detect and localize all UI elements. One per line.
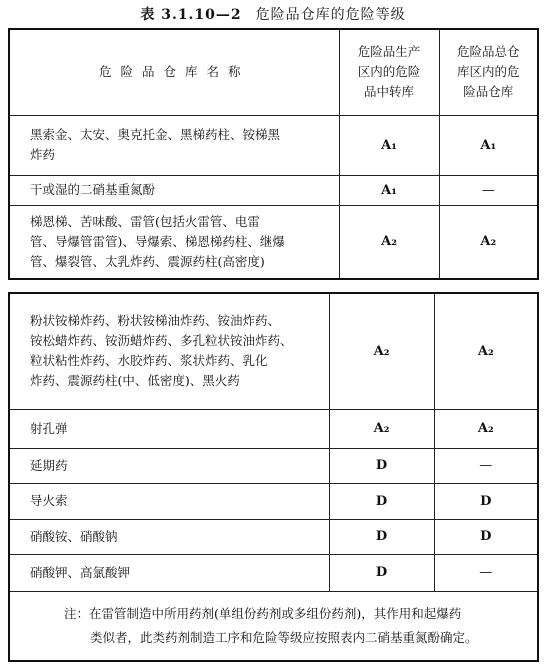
- danger-level-table-part1: [8, 28, 539, 280]
- row-level-production: D: [329, 519, 434, 554]
- row-name: 黑索金、太安、奥克托金、黑梯药柱、铵梯黑 炸药: [9, 115, 339, 175]
- row-level-production: A₂: [329, 293, 434, 409]
- row-level-production: A₁: [339, 175, 439, 205]
- row-name: 粉状铵梯炸药、粉状铵梯油炸药、铵油炸药、 铵松蜡炸药、铵沥蜡炸药、多孔粒状铵油炸药、 粒状粘性炸药、水胶炸药、浆状炸药、乳化 炸药、震源药柱(中、低密度)、黑火药: [9, 293, 329, 409]
- row-level-production: A₂: [329, 409, 434, 448]
- row-name: 硝酸钾、高氯酸钾: [9, 554, 329, 591]
- row-name: 硝酸铵、硝酸钠: [9, 519, 329, 554]
- table-row: [9, 175, 538, 205]
- header-production-area: 危险品生产 区内的危险 品中转库: [339, 29, 439, 115]
- header-row: [9, 29, 538, 115]
- header-warehouse-name: 危险品仓库名称: [9, 29, 339, 115]
- row-level-production: D: [329, 483, 434, 519]
- header-general-warehouse: 危险品总仓 库区内的危 险品仓库: [439, 29, 538, 115]
- table-row: [9, 115, 538, 175]
- table-row: [9, 205, 538, 279]
- row-name: 延期药: [9, 448, 329, 483]
- table-note: [9, 591, 538, 661]
- note-row: [9, 591, 538, 661]
- table-row: [9, 483, 538, 519]
- note-line-2: 类似者，此类药剂制造工序和危险等级应按照表内二硝基重氮酚确定。: [90, 629, 478, 645]
- table-title: [0, 4, 546, 26]
- row-level-general: A₂: [434, 409, 538, 448]
- row-level-general: D: [434, 483, 538, 519]
- table-row: [9, 293, 538, 409]
- row-level-general: —: [439, 175, 538, 205]
- row-name: 干或湿的二硝基重氮酚: [9, 175, 339, 205]
- row-name: 射孔弹: [9, 409, 329, 448]
- row-level-general: A₂: [434, 293, 538, 409]
- table-number: 表 3.1.10—2: [140, 7, 242, 23]
- table-caption: 危险品仓库的危险等级: [255, 7, 406, 23]
- row-level-general: A₁: [439, 115, 538, 175]
- note-line-1: 注：在雷管制造中所用药剂(单组份药剂或多组份药剂)，其作用和起爆药: [64, 605, 462, 621]
- danger-level-table-part2: [8, 292, 539, 662]
- row-level-production: A₂: [339, 205, 439, 279]
- table-row: [9, 519, 538, 554]
- row-name: 导火索: [9, 483, 329, 519]
- row-level-general: A₂: [439, 205, 538, 279]
- row-level-general: D: [434, 519, 538, 554]
- row-name: 梯恩梯、苦味酸、雷管(包括火雷管、电雷 管、导爆管雷管)、导爆索、梯恩梯药柱、继爆 管、爆裂管、太乳炸药、震源药柱(高密度): [9, 205, 339, 279]
- row-level-production: A₁: [339, 115, 439, 175]
- row-level-general: —: [434, 554, 538, 591]
- row-level-production: D: [329, 448, 434, 483]
- table-row: [9, 409, 538, 448]
- table-row: [9, 554, 538, 591]
- row-level-general: —: [434, 448, 538, 483]
- row-level-production: D: [329, 554, 434, 591]
- table-row: [9, 448, 538, 483]
